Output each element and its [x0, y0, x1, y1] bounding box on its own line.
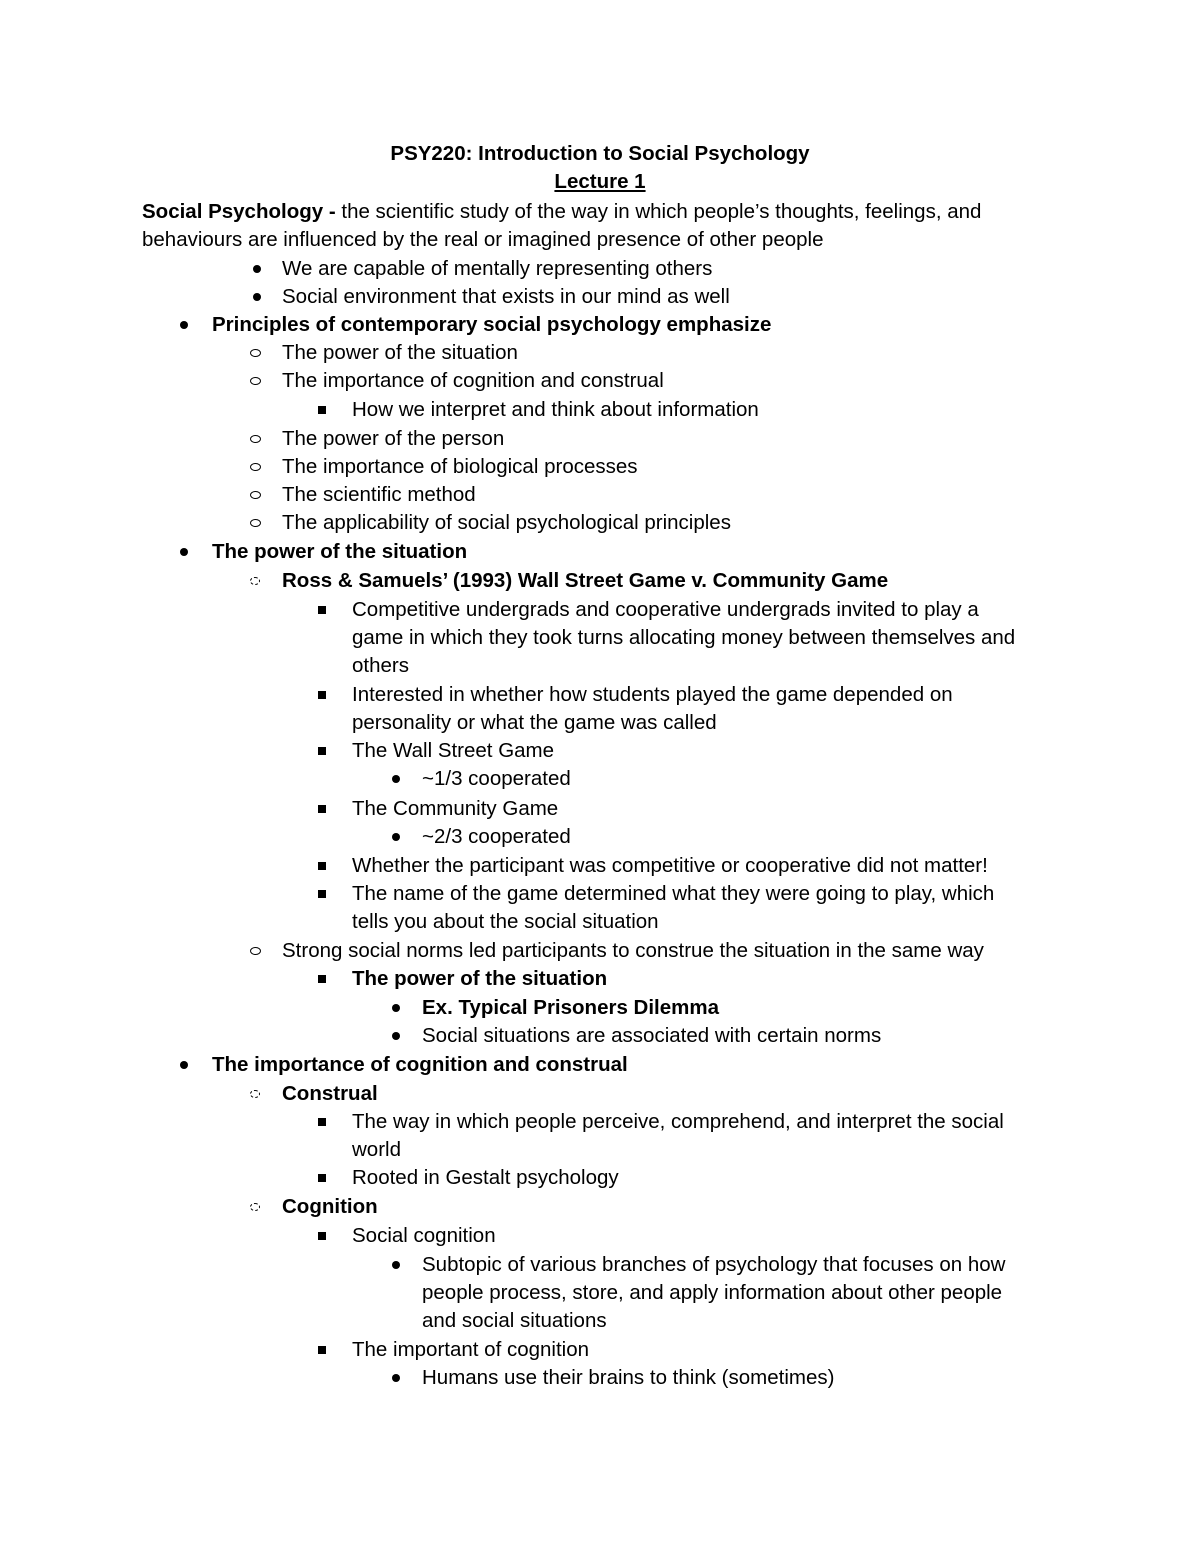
bullet-disc-icon: [392, 1032, 400, 1040]
lecture-heading: [0, 168, 1200, 196]
bullet-circle-icon: [250, 435, 261, 443]
bullet-square-icon: [318, 1174, 326, 1182]
lecture-label: Lecture 1: [554, 170, 646, 193]
list-item: The importance of cognition and construal: [212, 1053, 628, 1076]
list-item: The power of the person: [282, 427, 505, 450]
bullet-circle-icon: [250, 377, 261, 385]
bullet-square-icon: [318, 890, 326, 898]
bullet-dashed-circle-icon: [250, 577, 260, 585]
list-item: The scientific method: [282, 483, 476, 506]
bullet-square-icon: [318, 406, 326, 414]
list-item: ~1/3 cooperated: [422, 767, 571, 790]
list-item: We are capable of mentally representing others: [282, 257, 713, 280]
list-item: Ross & Samuels’ (1993) Wall Street Game v. Community Game: [282, 569, 889, 592]
list-item: Construal: [282, 1082, 378, 1105]
list-item: The power of the situation: [212, 540, 468, 563]
bullet-disc-icon: [253, 265, 261, 273]
list-item: The applicability of social psychological principles: [282, 511, 731, 534]
list-item: Strong social norms led participants to construe the situation in the same way: [282, 939, 984, 962]
bullet-circle-icon: [250, 947, 261, 955]
list-item: Subtopic of various branches of psychology that focuses on how: [422, 1253, 1006, 1276]
bullet-square-icon: [318, 862, 326, 870]
bullet-disc-icon: [253, 293, 261, 301]
list-item: Ex. Typical Prisoners Dilemma: [422, 996, 719, 1019]
bullet-dashed-circle-icon: [250, 1203, 260, 1211]
bullet-square-icon: [318, 1232, 326, 1240]
bullet-square-icon: [318, 1346, 326, 1354]
bullet-dashed-circle-icon: [250, 1090, 260, 1098]
list-item: Competitive undergrads and cooperative undergrads invited to play a: [352, 598, 979, 621]
list-item: Humans use their brains to think (sometimes): [422, 1366, 835, 1389]
bullet-circle-icon: [250, 491, 261, 499]
definition-line-2: behaviours are influenced by the real or imagined presence of other people: [142, 228, 824, 251]
list-item: The way in which people perceive, comprehend, and interpret the social: [352, 1110, 1004, 1133]
bullet-disc-icon: [392, 1261, 400, 1269]
bullet-disc-icon: [392, 775, 400, 783]
bullet-square-icon: [318, 691, 326, 699]
list-item-continuation: tells you about the social situation: [352, 910, 659, 933]
list-item: Social cognition: [352, 1224, 496, 1247]
list-item: The Wall Street Game: [352, 739, 555, 762]
list-item: Social situations are associated with certain norms: [422, 1024, 882, 1047]
bullet-disc-icon: [392, 1374, 400, 1382]
bullet-circle-icon: [250, 349, 261, 357]
bullet-disc-icon: [180, 321, 188, 329]
list-item: How we interpret and think about information: [352, 398, 759, 421]
bullet-circle-icon: [250, 463, 261, 471]
bullet-disc-icon: [392, 833, 400, 841]
bullet-disc-icon: [180, 548, 188, 556]
list-item: The name of the game determined what they were going to play, which: [352, 882, 995, 905]
list-item: The importance of biological processes: [282, 455, 638, 478]
list-item-continuation: people process, store, and apply information about other people: [422, 1281, 1003, 1304]
list-item: Social environment that exists in our mind as well: [282, 285, 730, 308]
list-item: The power of the situation: [282, 341, 518, 364]
list-item: The important of cognition: [352, 1338, 590, 1361]
list-item: Whether the participant was competitive or cooperative did not matter!: [352, 854, 988, 877]
list-item-continuation: world: [352, 1138, 401, 1161]
bullet-square-icon: [318, 975, 326, 983]
list-item-continuation: and social situations: [422, 1309, 607, 1332]
definition-term: Social Psychology -: [142, 200, 336, 223]
bullet-square-icon: [318, 747, 326, 755]
bullet-square-icon: [318, 1118, 326, 1126]
list-item: ~2/3 cooperated: [422, 825, 571, 848]
list-item: Interested in whether how students played the game depended on: [352, 683, 953, 706]
bullet-disc-icon: [180, 1061, 188, 1069]
page-title: PSY220: Introduction to Social Psychology: [390, 142, 810, 165]
list-item: The Community Game: [352, 797, 559, 820]
list-item-continuation: game in which they took turns allocating money between themselves and: [352, 626, 1016, 649]
definition-line-1: [142, 198, 981, 226]
bullet-disc-icon: [392, 1004, 400, 1012]
definition-text-1: the scientific study of the way in which people’s thoughts, feelings, and: [335, 200, 982, 223]
list-item: Cognition: [282, 1195, 378, 1218]
list-item-continuation: personality or what the game was called: [352, 711, 717, 734]
list-item: Principles of contemporary social psychology emphasize: [212, 313, 772, 336]
bullet-circle-icon: [250, 519, 261, 527]
list-item: The power of the situation: [352, 967, 608, 990]
list-item: Rooted in Gestalt psychology: [352, 1166, 619, 1189]
bullet-square-icon: [318, 805, 326, 813]
list-item: The importance of cognition and construal: [282, 369, 664, 392]
bullet-square-icon: [318, 606, 326, 614]
list-item-continuation: others: [352, 654, 409, 677]
